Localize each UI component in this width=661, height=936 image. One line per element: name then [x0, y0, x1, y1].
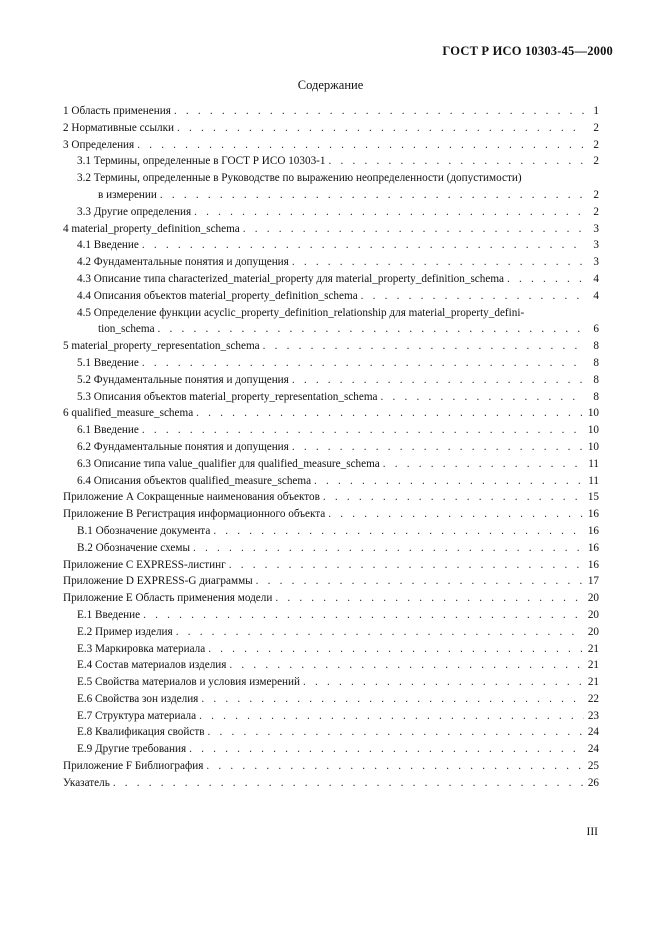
dot-leader	[196, 405, 584, 422]
toc-entry-page: 25	[587, 760, 599, 773]
toc-entry	[63, 489, 599, 506]
toc-entry	[63, 540, 599, 557]
toc-entry	[63, 641, 599, 658]
toc-entry-page: 21	[587, 642, 599, 655]
dot-leader	[193, 540, 584, 557]
toc-entry-label: 6.1 Введение	[77, 424, 139, 437]
toc-entry-label: 4.5 Определение функции acyclic_property_definition_relationship для material_property_defini-	[77, 306, 525, 319]
toc-entry-label: 3 Определения	[63, 138, 135, 151]
dot-leader	[361, 288, 584, 305]
toc-entry-label: 3.1 Термины, определенные в ГОСТ Р ИСО 10303-1	[77, 155, 326, 168]
toc-entry-label: 4.4 Описания объектов material_property_definition_schema	[77, 289, 358, 302]
toc-entry	[63, 439, 599, 456]
dot-leader	[142, 422, 584, 439]
toc-entry	[63, 724, 599, 741]
toc-entry-page: 21	[587, 659, 599, 672]
dot-leader	[229, 657, 584, 674]
toc-entry	[63, 456, 599, 473]
toc-entry	[63, 254, 599, 271]
toc-entry	[63, 506, 599, 523]
dot-leader	[507, 271, 584, 288]
toc-entry	[63, 473, 599, 490]
toc-entry	[63, 590, 599, 607]
dot-leader	[229, 557, 584, 574]
toc-title: Содержание	[297, 78, 364, 92]
toc-entry-label: Приложение С EXPRESS-листинг	[63, 558, 226, 571]
toc-entry-page: 10	[587, 440, 599, 453]
toc-entry-page: 20	[587, 592, 599, 605]
toc-entry-label: 6 qualified_measure_schema	[63, 407, 194, 420]
toc-entry-page: 2	[593, 205, 599, 218]
toc-entry	[63, 204, 599, 221]
toc-entry-label: 4.3 Описание типа characterized_material_property для material_property_definition_schema	[77, 272, 505, 285]
toc-entry-page: 16	[587, 541, 599, 554]
toc-entry	[63, 271, 599, 288]
toc-entry-label: Приложение Е Область применения модели	[63, 592, 273, 605]
toc-entry	[63, 221, 599, 238]
dot-leader	[303, 674, 584, 691]
dot-leader	[160, 187, 584, 204]
toc-entry-page: 8	[593, 356, 599, 369]
toc-entry	[63, 775, 599, 792]
toc-entry	[63, 237, 599, 254]
toc-entry-page: 10	[587, 407, 599, 420]
dot-leader	[142, 237, 584, 254]
toc-entry-page: 17	[587, 575, 599, 588]
toc-entry-label: 6.4 Описания объектов qualified_measure_schema	[77, 474, 312, 487]
toc-entry-page: 1	[593, 105, 599, 117]
dot-leader	[328, 506, 584, 523]
dot-leader	[243, 221, 584, 238]
toc-entry	[63, 557, 599, 574]
toc-entry-page: 3	[593, 239, 599, 252]
toc-entry-label: Приложение D EXPRESS-G диаграммы	[63, 575, 253, 588]
toc-entry-label: В.1 Обозначение документа	[77, 524, 211, 537]
toc-entry	[63, 288, 599, 305]
toc-entry	[63, 523, 599, 540]
dot-leader	[208, 641, 584, 658]
toc-entry-label: Е.4 Состав материалов изделия	[77, 659, 227, 672]
toc-entry-label: Е.2 Пример изделия	[77, 625, 173, 638]
dot-leader	[323, 489, 584, 506]
dot-leader	[174, 103, 584, 120]
toc-entry	[63, 657, 599, 674]
toc-entry-page: 15	[587, 491, 599, 504]
toc-entry-label: Приложение А Сокращенные наименования объектов	[63, 491, 320, 504]
toc-entry-label: 3.3 Другие определения	[77, 205, 192, 218]
toc-entry-label: Е.6 Свойства зон изделия	[77, 692, 199, 705]
toc-entry-label: Приложение В Регистрация информационного объекта	[63, 508, 326, 521]
toc-entry-page: 20	[587, 608, 599, 621]
toc-entry-label-continued: tion_schema	[98, 323, 155, 336]
toc-entry-label: 5.3 Описания объектов material_property_representation_schema	[77, 390, 378, 403]
dot-leader	[201, 691, 584, 708]
toc-entry-page: 11	[588, 457, 599, 470]
toc-entry-page: 10	[587, 424, 599, 437]
dot-leader	[194, 204, 584, 221]
toc-entry	[63, 691, 599, 708]
toc-entry-page: 22	[587, 692, 599, 705]
toc-entry-page: 16	[587, 508, 599, 521]
toc-entry	[63, 120, 599, 137]
toc-entry	[63, 389, 599, 406]
toc-entry	[63, 170, 599, 204]
toc-entry	[63, 607, 599, 624]
toc-entry-page: 8	[593, 373, 599, 386]
dot-leader	[176, 624, 584, 641]
toc-entry-label: 5.1 Введение	[77, 356, 139, 369]
toc-entry	[63, 624, 599, 641]
dot-leader	[275, 590, 584, 607]
toc-entry-page: 16	[587, 558, 599, 571]
toc-entry-label: Е.8 Квалификация свойств	[77, 726, 205, 739]
table-of-contents	[63, 103, 599, 792]
toc-entry-page: 6	[593, 323, 599, 336]
toc-entry-page: 4	[593, 289, 599, 302]
toc-entry-label: Указатель	[63, 776, 110, 789]
document-header: ГОСТ Р ИСО 10303-45—2000	[442, 44, 613, 58]
toc-entry-label: Е.5 Свойства материалов и условия измерений	[77, 676, 301, 689]
toc-entry	[63, 103, 599, 120]
toc-entry	[63, 708, 599, 725]
toc-entry-label: 4.2 Фундаментальные понятия и допущения	[77, 256, 289, 269]
dot-leader	[292, 439, 584, 456]
toc-entry	[63, 137, 599, 154]
dot-leader	[213, 523, 584, 540]
dot-leader	[292, 254, 584, 271]
toc-entry-page: 26	[587, 776, 599, 789]
toc-entry-page: 2	[593, 155, 599, 168]
toc-entry	[63, 422, 599, 439]
toc-entry-label: 1 Область применения	[63, 105, 171, 117]
dot-leader	[177, 120, 584, 137]
toc-entry	[63, 741, 599, 758]
dot-leader	[113, 775, 584, 792]
dot-leader	[381, 389, 584, 406]
toc-entry-page: 2	[593, 121, 599, 134]
dot-leader	[383, 456, 584, 473]
toc-entry-label: 4.1 Введение	[77, 239, 139, 252]
toc-entry-label-continued: в измерении	[98, 188, 157, 201]
toc-entry-page: 3	[593, 222, 599, 235]
toc-entry-label: Е.3 Маркировка материала	[77, 642, 206, 655]
page-number: III	[586, 826, 598, 838]
toc-entry-label: Е.7 Структура материала	[77, 709, 197, 722]
toc-entry	[63, 355, 599, 372]
toc-entry-page: 3	[593, 256, 599, 269]
toc-entry-page: 4	[593, 272, 599, 285]
toc-entry-label: Е.9 Другие требования	[77, 743, 187, 756]
dot-leader	[314, 473, 584, 490]
toc-entry-label: В.2 Обозначение схемы	[77, 541, 190, 554]
dot-leader	[137, 137, 584, 154]
toc-entry-label: Приложение F Библиография	[63, 760, 204, 773]
toc-entry	[63, 573, 599, 590]
toc-entry-page: 23	[587, 709, 599, 722]
toc-entry-label: 6.2 Фундаментальные понятия и допущения	[77, 440, 289, 453]
toc-entry-page: 20	[587, 625, 599, 638]
toc-entry	[63, 674, 599, 691]
toc-entry-label: Е.1 Введение	[77, 608, 141, 621]
toc-entry-label: 2 Нормативные ссылки	[63, 121, 175, 134]
toc-entry-page: 16	[587, 524, 599, 537]
toc-entry-page: 2	[593, 188, 599, 201]
dot-leader	[206, 758, 584, 775]
toc-entry	[63, 372, 599, 389]
dot-leader	[158, 321, 584, 338]
toc-entry-page: 24	[587, 743, 599, 756]
toc-entry	[63, 405, 599, 422]
toc-entry-label: 6.3 Описание типа value_qualifier для qualified_measure_schema	[77, 457, 380, 470]
dot-leader	[143, 607, 584, 624]
toc-entry-page: 24	[587, 726, 599, 739]
dot-leader	[329, 153, 585, 170]
dot-leader	[199, 708, 584, 725]
toc-entry-label: 5.2 Фундаментальные понятия и допущения	[77, 373, 289, 386]
toc-entry-page: 11	[588, 474, 599, 487]
dot-leader	[208, 724, 584, 741]
toc-entry	[63, 153, 599, 170]
dot-leader	[189, 741, 584, 758]
toc-entry	[63, 758, 599, 775]
toc-entry-page: 8	[593, 390, 599, 403]
toc-entry-label: 4 material_property_definition_schema	[63, 222, 240, 235]
toc-entry	[63, 338, 599, 355]
toc-entry-page: 21	[587, 676, 599, 689]
toc-entry-label: 5 material_property_representation_schema	[63, 340, 260, 353]
dot-leader	[263, 338, 584, 355]
toc-entry-page: 8	[593, 340, 599, 353]
toc-entry-page: 2	[593, 138, 599, 151]
dot-leader	[142, 355, 584, 372]
dot-leader	[256, 573, 584, 590]
toc-entry	[63, 305, 599, 339]
dot-leader	[292, 372, 584, 389]
toc-entry-label: 3.2 Термины, определенные в Руководстве по выражению неопределенности (допустимости)	[77, 172, 522, 185]
